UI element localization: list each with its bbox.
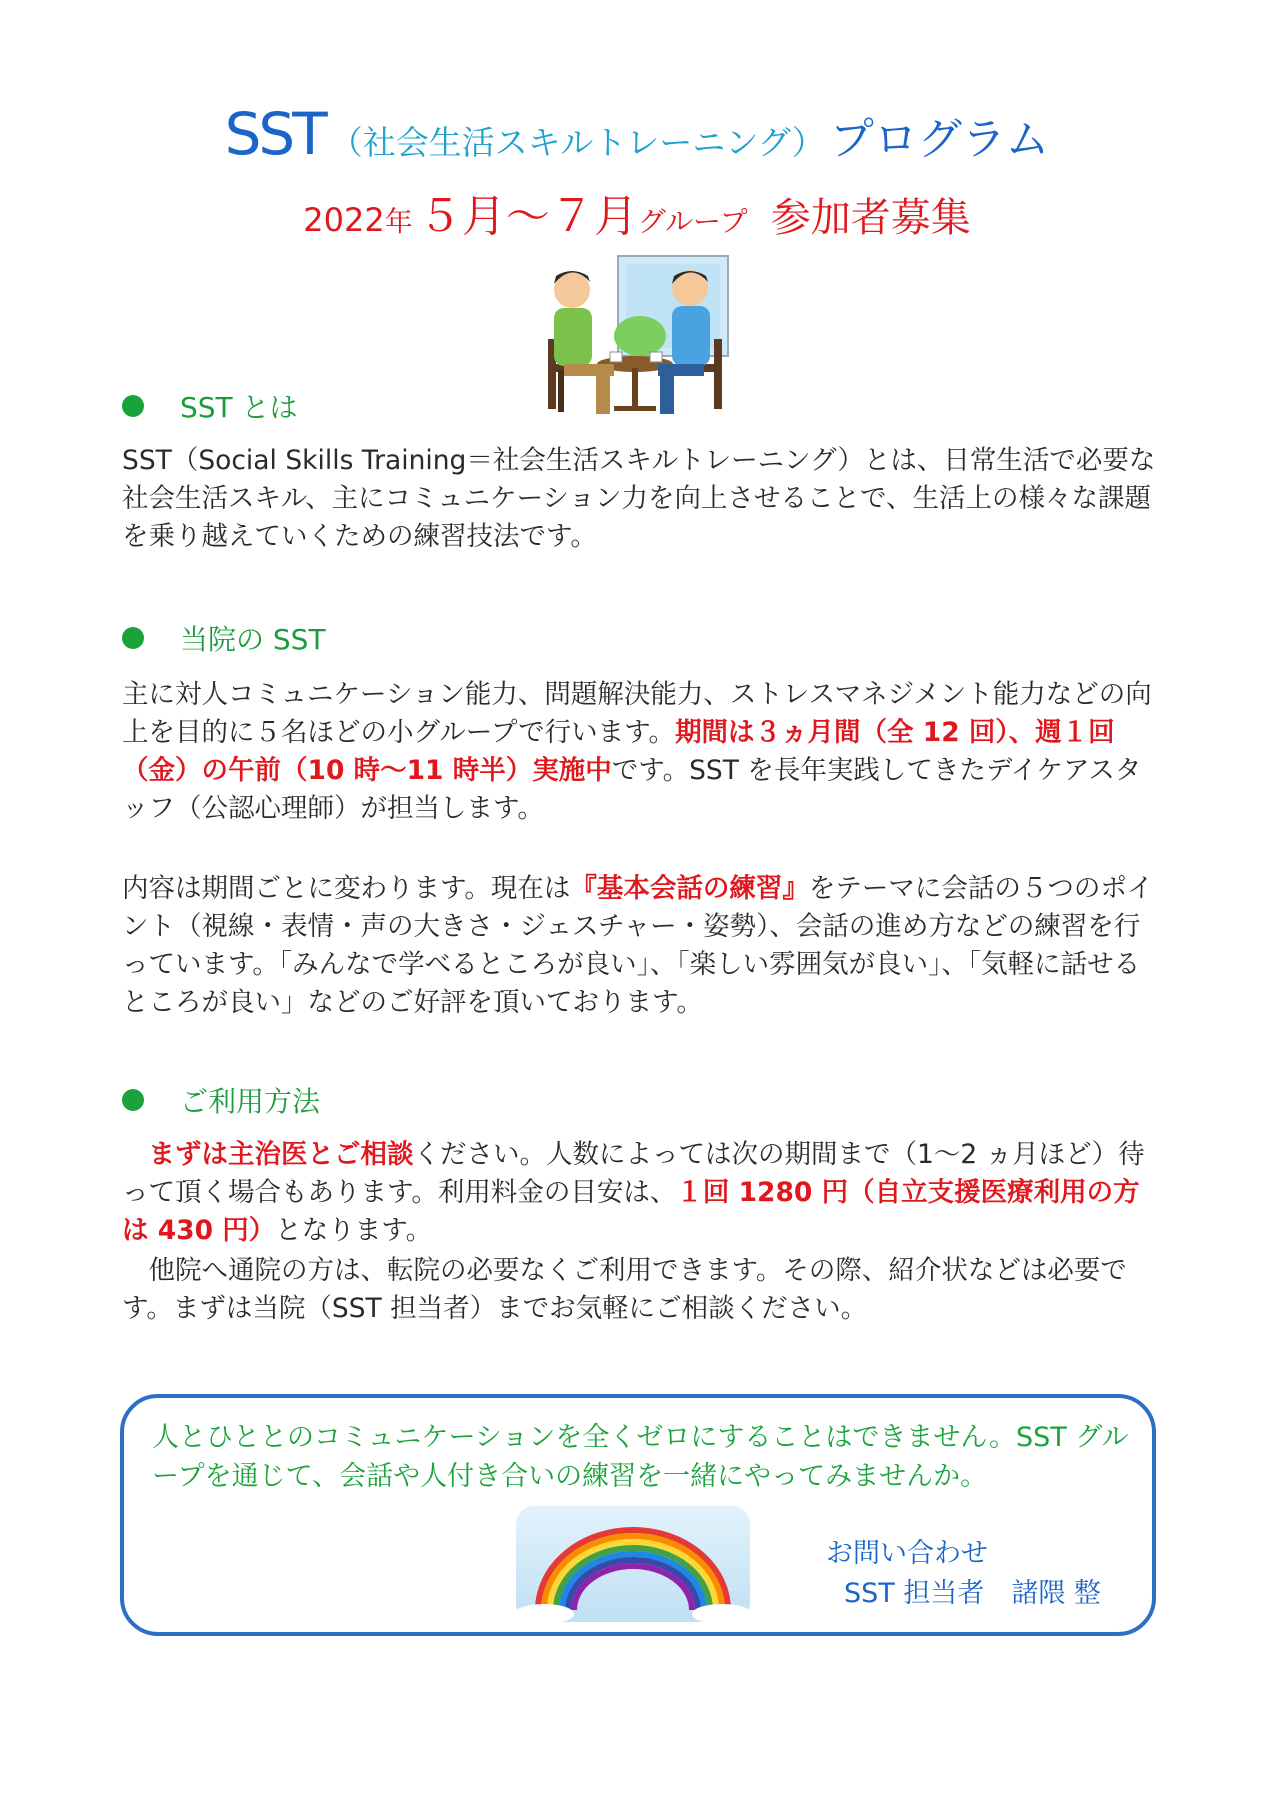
cup-right xyxy=(650,352,662,362)
section-heading-usage: ご利用方法 xyxy=(122,1080,320,1120)
page-title xyxy=(0,100,1274,168)
person-left-body xyxy=(554,308,592,366)
title-program: プログラム xyxy=(829,114,1050,165)
section-heading-about: SST とは xyxy=(122,386,298,426)
conversation-illustration xyxy=(540,254,730,422)
subtitle-group: グループ xyxy=(637,205,748,238)
fee-highlight: １回 1280 円（自立支援医療利用の方は 430 円） xyxy=(122,1177,1140,1246)
contact-info xyxy=(826,1534,1101,1614)
title-sst: SST xyxy=(224,100,325,168)
rainbow-icon xyxy=(516,1506,750,1622)
section-our-sst-text-1: 主に対人コミュニケーション能力、問題解決能力、ストレスマネジメント能力などの向上を目的に５名ほどの小グループで行います。期間は３ヵ月間（全 12 回）、週１回（金）の午前（10 時～11 時半）実施中です。SST を長年実践してきたデイケアスタッフ（公認心理師）が担当します。 xyxy=(122,679,1152,824)
person-right-body xyxy=(672,306,710,366)
table-base xyxy=(614,406,656,411)
subtitle-year: 2022 xyxy=(303,201,385,239)
window-tree xyxy=(614,316,666,356)
theme-highlight: 『基本会話の練習』 xyxy=(570,873,809,904)
section-our-sst-text-2: 内容は期間ごとに変わります。現在は『基本会話の練習』をテーマに会話の５つのポイント（視線・表情・声の大きさ・ジェスチャー・姿勢）、会話の進め方などの練習を行っています。「みんなで学べるところが良い」、「楽しい雰囲気が良い」、「気軽に話せるところが良い」などのご好評を頂いております。 xyxy=(122,873,1154,1018)
section-usage-text-1: まずは主治医とご相談ください。人数によっては次の期間まで（1～2 ヵ月ほど）待って頂く場合もあります。利用料金の目安は、１回 1280 円（自立支援医療利用の方は 430 円）となります。 xyxy=(122,1139,1145,1246)
bullet-icon xyxy=(122,627,144,649)
subtitle-recruit: 参加者募集 xyxy=(770,195,971,241)
cup-left xyxy=(610,352,622,362)
title-paren: （社会生活スキルトレーニング） xyxy=(329,123,825,162)
message-text: 人とひととのコミュニケーションを全くゼロにすることはできません。SST グループを通じて、会話や人付き合いの練習を一緒にやってみませんか。 xyxy=(152,1422,1129,1492)
page-subtitle xyxy=(0,180,1274,244)
table-leg xyxy=(632,368,638,408)
section-heading-our-sst: 当院の SST xyxy=(122,618,326,658)
section-usage-text-2: 他院へ通院の方は、転院の必要なくご利用できます。その際、紹介状などは必要です。まずは当院（SST 担当者）までお気軽にご相談ください。 xyxy=(122,1255,1127,1324)
period-highlight: 期間は３ヵ月間（全 12 回）、週１回（金）の午前（10 時～11 時半）実施中 xyxy=(122,717,1115,786)
contact-person: SST 担当者 諸隈 整 xyxy=(844,1578,1101,1609)
subtitle-nen: 年 xyxy=(384,205,413,238)
bullet-icon xyxy=(122,395,144,417)
consult-highlight: まずは主治医とご相談 xyxy=(148,1139,414,1170)
chair-right-back xyxy=(714,339,722,409)
contact-label: お問い合わせ xyxy=(826,1538,988,1569)
subtitle-months: ５月～７月 xyxy=(417,191,638,242)
bullet-icon xyxy=(122,1089,144,1111)
section-about-text: SST（Social Skills Training＝社会生活スキルトレーニング）とは、日常生活で必要な社会生活スキル、主にコミュニケーション力を向上させることで、生活上の様々な課題を乗り越えていくための練習技法です。 xyxy=(122,445,1156,552)
